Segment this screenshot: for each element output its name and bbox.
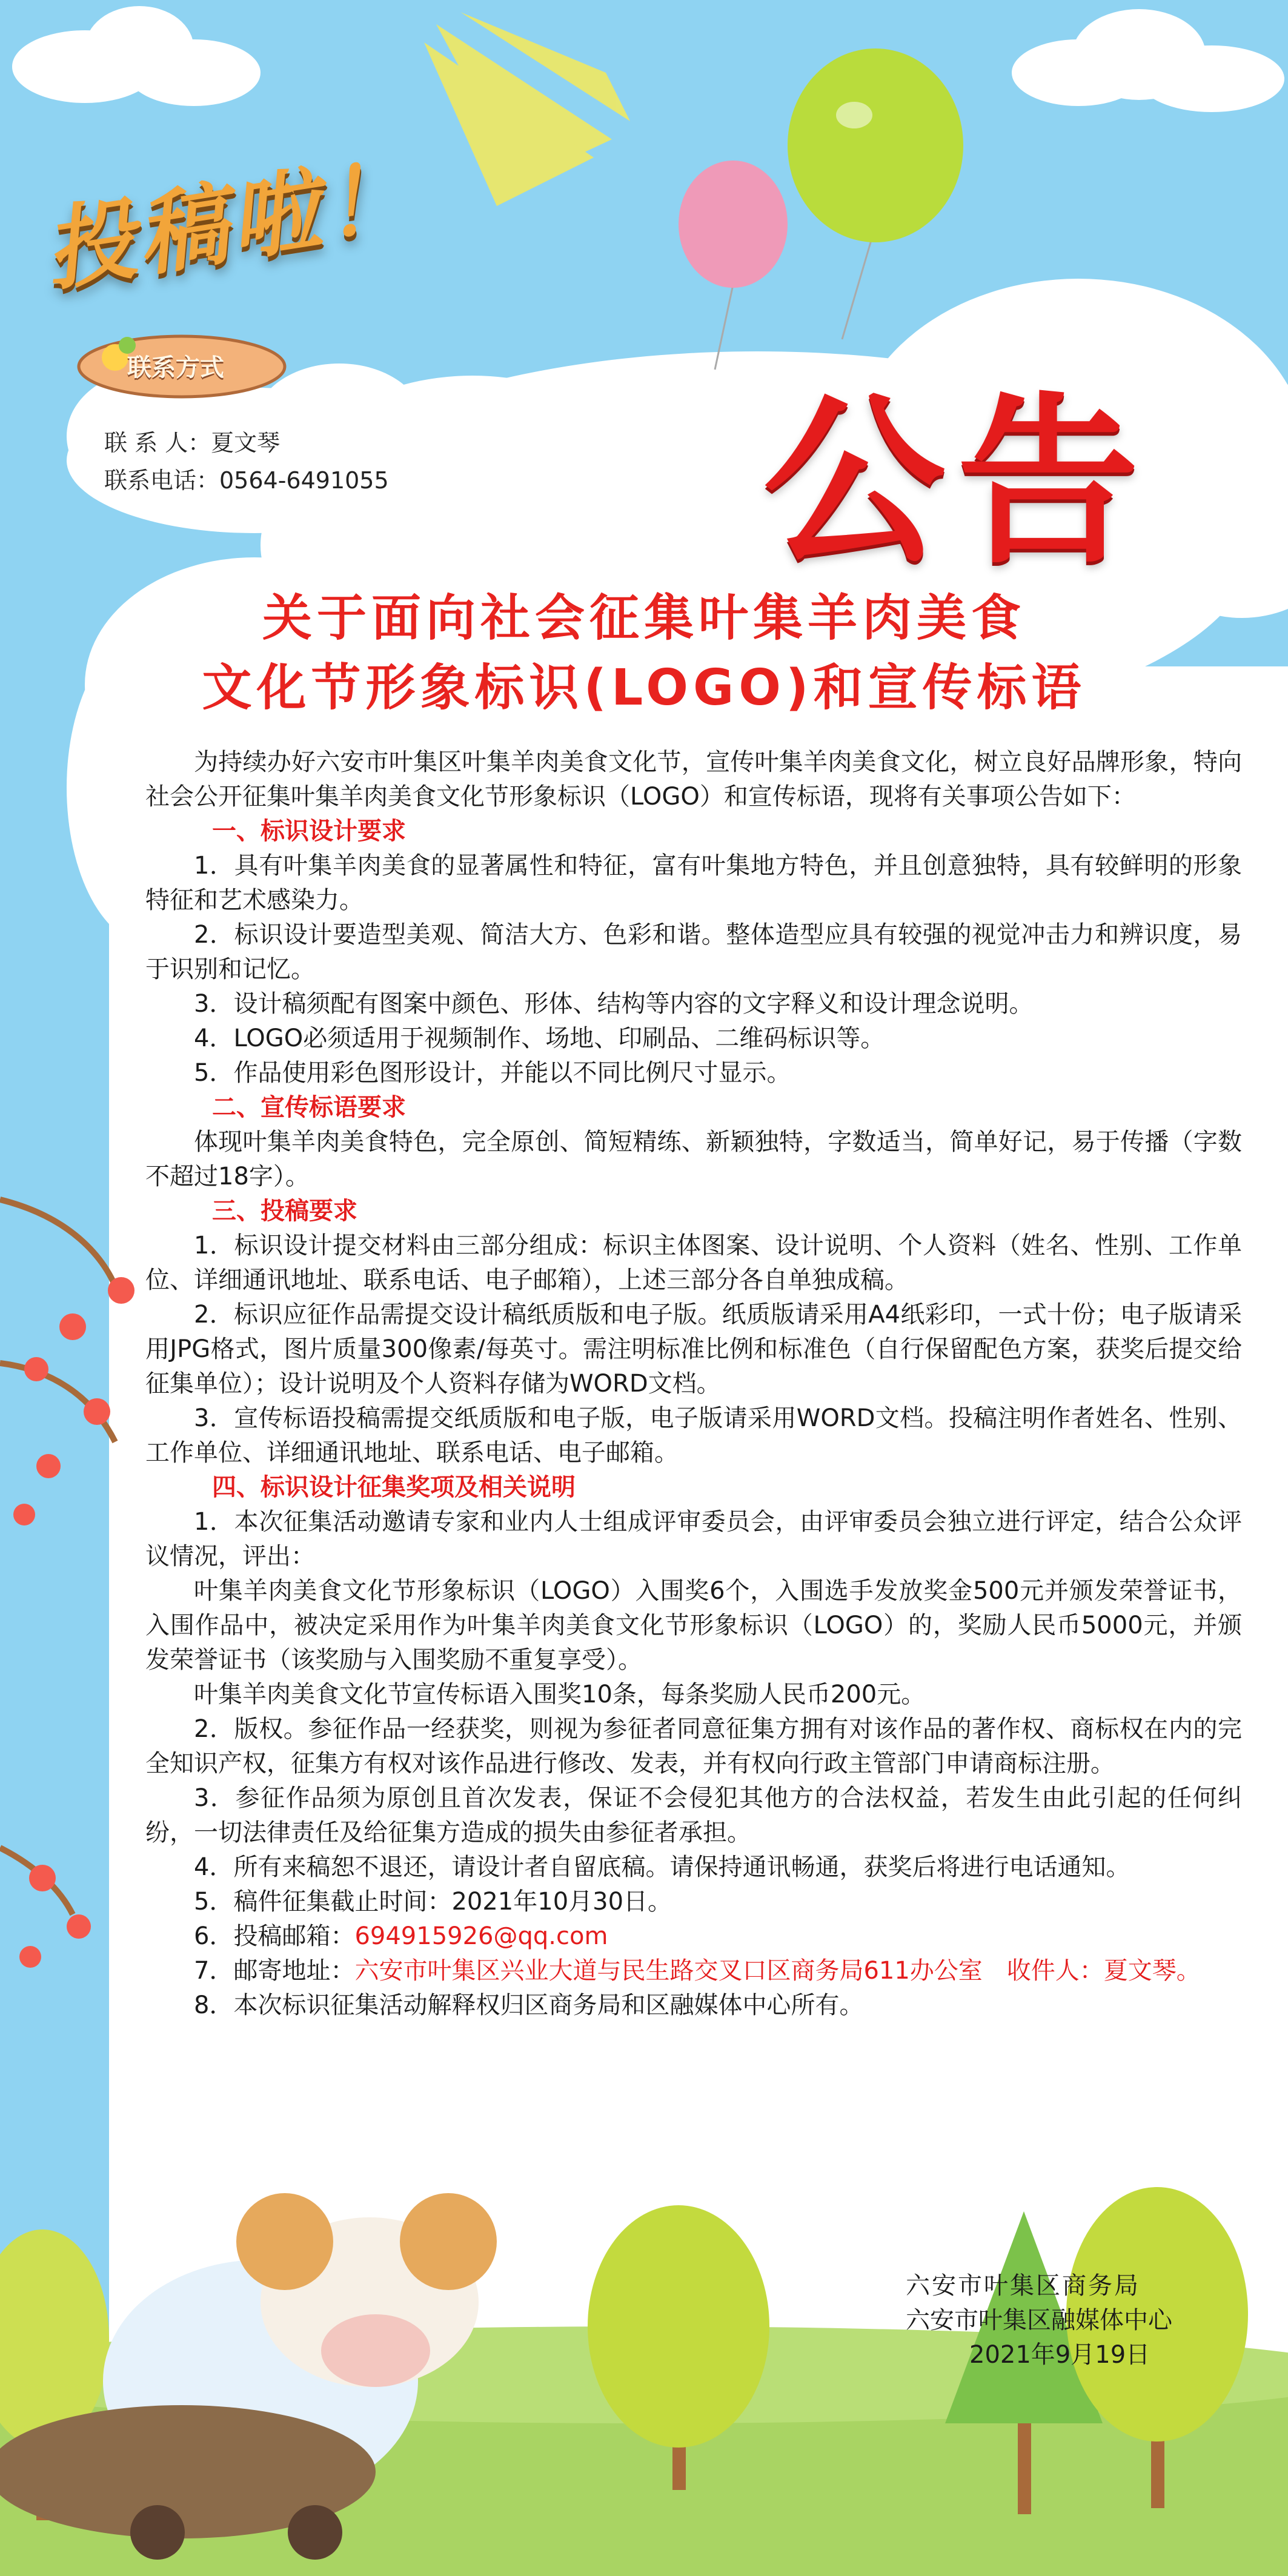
address-label: 7．邮寄地址： bbox=[194, 1957, 355, 1985]
section-heading: 二、宣传标语要求 bbox=[212, 1094, 406, 1121]
contact-person: 联 系 人：夏文琴 bbox=[104, 430, 281, 456]
list-item: 5．稿件征集截止时间：2021年10月30日。 bbox=[194, 1888, 672, 1916]
award-detail-slogan: 叶集羊肉美食文化节宣传标语入围奖10条，每条奖励人民币200元。 bbox=[194, 1681, 926, 1708]
award-detail-logo: 叶集羊肉美食文化节形象标识（LOGO）入围奖6个，入围选手发放奖金500元并颁发荣誉证书，入围作品中，被决定采用作为叶集羊肉美食文化节形象标识（LOGO）的，奖励人民币5000元，并颁发荣誉证书（该奖励与入围奖励不重复享受）。 bbox=[145, 1577, 1242, 1674]
contact-tag: 联系方式 bbox=[127, 354, 224, 382]
list-item: 3．设计稿须配有图案中颜色、形体、结构等内容的文字释义和设计理念说明。 bbox=[194, 990, 1034, 1018]
section-heading: 三、投稿要求 bbox=[212, 1197, 357, 1225]
signature-org-1: 六安市叶集区商务局 bbox=[906, 2272, 1140, 2300]
list-item: 4．所有来稿恕不退还，请设计者自留底稿。请保持通讯畅通，获奖后将进行电话通知。 bbox=[194, 1853, 1130, 1881]
email-link[interactable]: 694915926@qq.com bbox=[354, 1922, 608, 1950]
mailing-address: 六安市叶集区兴业大道与民生路交叉口区商务局611办公室 收件人：夏文琴。 bbox=[354, 1957, 1201, 1985]
list-item bbox=[145, 1919, 1242, 1954]
signature-org-2: 六安市叶集区融媒体中心 bbox=[906, 2306, 1172, 2334]
notice-title: 公告 bbox=[763, 374, 1151, 588]
list-item: 2．版权。参征作品一经获奖，则视为参征者同意征集方拥有对该作品的著作权、商标权在内的完全知识产权，征集方有权对该作品进行修改、发表，并有权向行政主管部门申请商标注册。 bbox=[145, 1715, 1242, 1778]
intro-paragraph: 为持续办好六安市叶集区叶集羊肉美食文化节，宣传叶集羊肉美食文化，树立良好品牌形象，特向社会公开征集叶集羊肉美食文化节形象标识（LOGO）和宣传标语，现将有关事项公告如下： bbox=[145, 748, 1242, 811]
email-label: 6．投稿邮箱： bbox=[194, 1922, 355, 1950]
section-heading: 一、标识设计要求 bbox=[212, 817, 406, 845]
list-item: 8．本次标识征集活动解释权归区商务局和区融媒体中心所有。 bbox=[194, 1991, 864, 2019]
list-item: 1．具有叶集羊肉美食的显著属性和特征，富有叶集地方特色，并且创意独特，具有较鲜明的形象特征和艺术感染力。 bbox=[145, 852, 1242, 914]
list-item: 1．标识设计提交材料由三部分组成：标识主体图案、设计说明、个人资料（姓名、性别、工作单位、详细通讯地址、联系电话、电子邮箱），上述三部分各自单独成稿。 bbox=[145, 1232, 1242, 1294]
slogan-requirements: 体现叶集羊肉美食特色，完全原创、简短精练、新颖独特，字数适当，简单好记，易于传播（字数不超过18字）。 bbox=[145, 1128, 1242, 1190]
title-line-2: 文化节形象标识(LOGO)和宣传标语 bbox=[202, 659, 1086, 717]
signature-date: 2021年9月19日 bbox=[969, 2341, 1150, 2369]
section-heading: 四、标识设计征集奖项及相关说明 bbox=[212, 1473, 576, 1501]
contact-phone: 联系电话：0564-6491055 bbox=[104, 467, 389, 494]
list-item: 2．标识设计要造型美观、简洁大方、色彩和谐。整体造型应具有较强的视觉冲击力和辨识度，易于识别和记忆。 bbox=[145, 921, 1242, 983]
list-item bbox=[145, 1954, 1242, 1988]
list-item: 3．参征作品须为原创且首次发表，保证不会侵犯其他方的合法权益，若发生由此引起的任何纠纷，一切法律责任及给征集方造成的损失由参征者承担。 bbox=[145, 1784, 1242, 1847]
list-item: 2．标识应征作品需提交设计稿纸质版和电子版。纸质版请采用A4纸彩印，一式十份；电子版请采用JPG格式，图片质量300像素/每英寸。需注明标准比例和标准色（自行保留配色方案，获奖后提交给征集单位）；设计说明及个人资料存储为WORD文档。 bbox=[145, 1301, 1242, 1398]
list-item: 1．本次征集活动邀请专家和业内人士组成评审委员会，由评审委员会独立进行评定，结合公众评议情况，评出： bbox=[145, 1508, 1242, 1570]
announcement-body bbox=[145, 745, 1242, 2023]
list-item: 3．宣传标语投稿需提交纸质版和电子版，电子版请采用WORD文档。投稿注明作者姓名、性别、工作单位、详细通讯地址、联系电话、电子邮箱。 bbox=[145, 1404, 1242, 1467]
submission-headline: 投稿啦！ bbox=[37, 141, 423, 304]
list-item: 4．LOGO必须适用于视频制作、场地、印刷品、二维码标识等。 bbox=[194, 1024, 885, 1052]
title-line-1: 关于面向社会征集叶集羊肉美食 bbox=[262, 589, 1026, 647]
list-item: 5．作品使用彩色图形设计，并能以不同比例尺寸显示。 bbox=[194, 1059, 791, 1087]
